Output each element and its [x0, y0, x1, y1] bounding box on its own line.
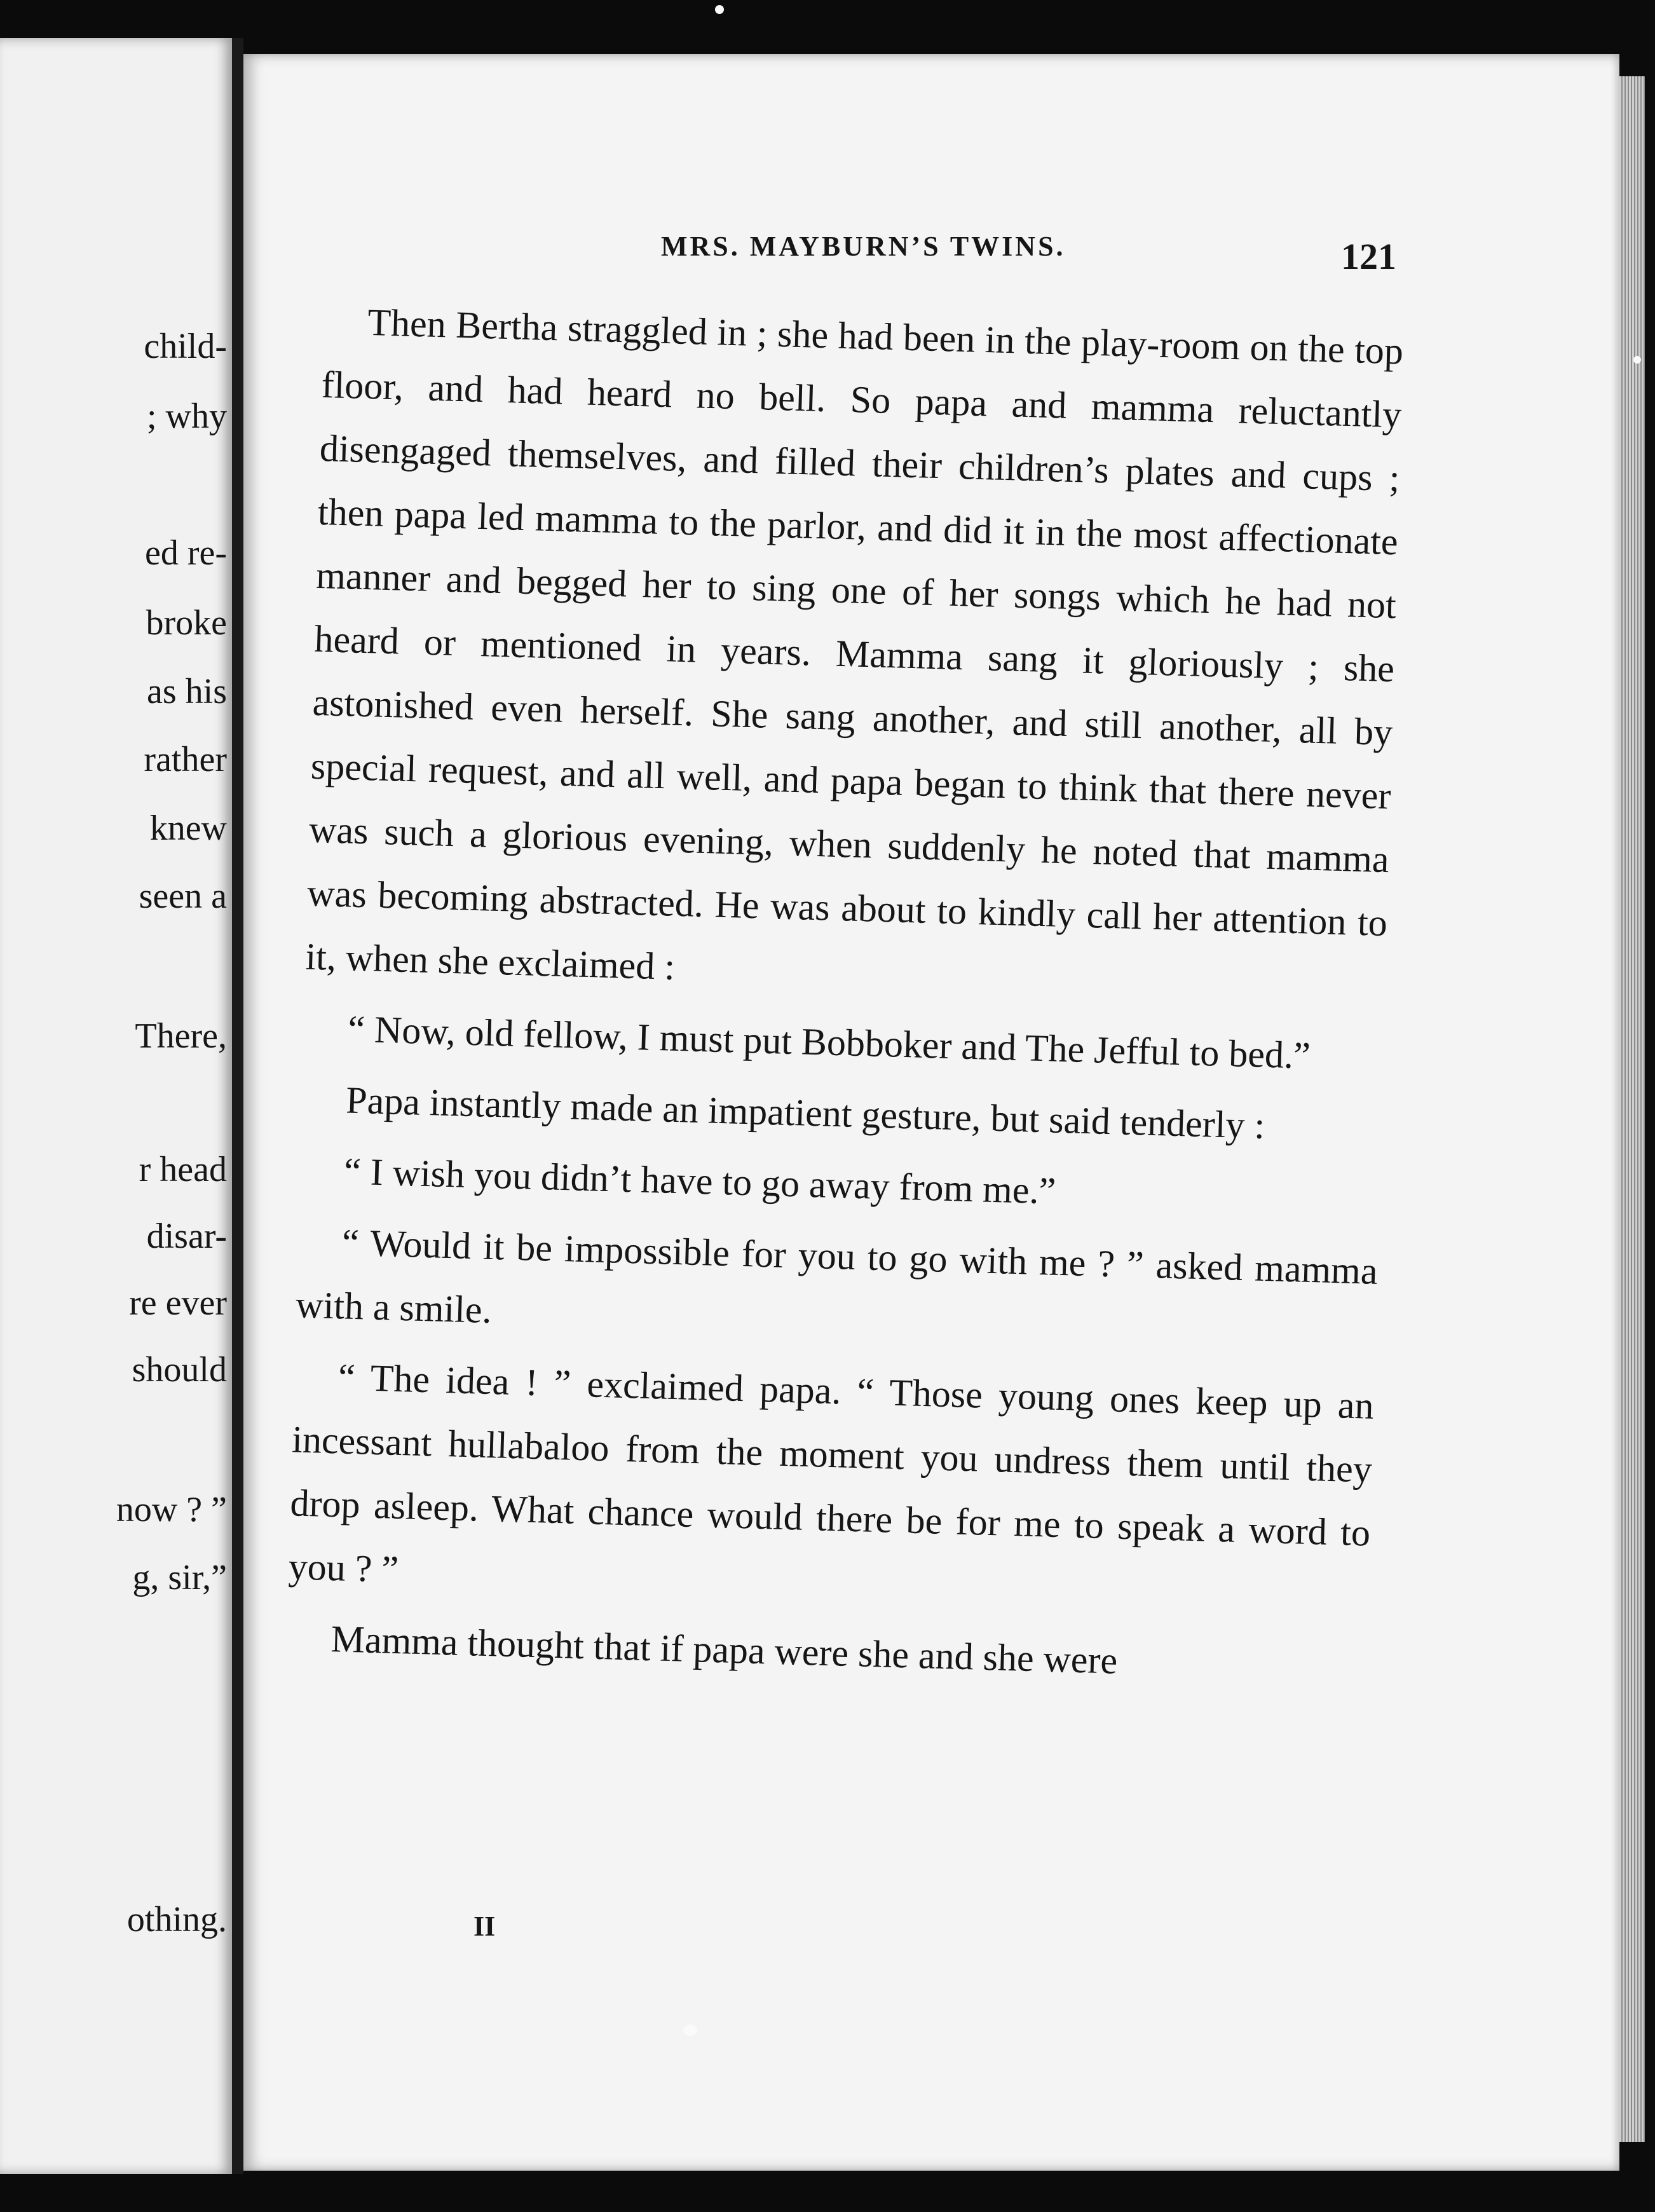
left-page-line: disar- — [146, 1217, 227, 1256]
paragraph: Papa instantly made an impatient gesture, but said tenderly : — [345, 1079, 1266, 1147]
left-page-line: ed re- — [144, 533, 227, 573]
left-page-line: child- — [144, 327, 227, 366]
left-page-line: g, sir,” — [132, 1558, 227, 1597]
paragraph: “ Would it be impossible for you to go with me ? ” asked mamma with a smile. — [295, 1221, 1379, 1331]
body-text — [285, 289, 1404, 1707]
running-head: MRS. MAYBURN’S TWINS. — [661, 231, 1066, 262]
dust-speck — [715, 5, 724, 14]
left-page-line: should — [132, 1350, 227, 1389]
page-number: 121 — [1341, 236, 1396, 277]
left-page-line: rather — [144, 740, 227, 779]
left-page-line: as his — [147, 672, 227, 711]
left-page-line: knew — [149, 809, 227, 848]
paragraph: “ The idea ! ” exclaimed papa. “ Those young ones keep up an incessant hullabaloo from the moment you undress them until they drop asleep. What chance would there be for me to speak a word to you ? ” — [287, 1356, 1375, 1591]
left-page-line: broke — [146, 603, 227, 643]
paragraph: Then Bertha straggled in ; she had been in the play-room on the top floor, and had heard no bell. So papa and mamma reluctantly disengaged themselves, and filled their children’s plates and cups ; then papa led mamma to the parlor, and did it in the most affectionate manner and begged her to sing one of her songs which he had not heard or mentioned in years. Mamma sang it gloriously ; she astonished even herself. She sang another, and still another, all by special request, and all well, and papa began to think that there never was such a glorious evening, when suddenly he noted that mamma was becoming abstracted. He was about to kindly call her attention to it, when she exclaimed : — [304, 301, 1404, 988]
left-page-line: now ? ” — [116, 1490, 227, 1529]
signature-mark: II — [473, 1911, 496, 1942]
book-gutter — [232, 38, 243, 2174]
page-edges — [1619, 76, 1645, 2142]
dust-speck — [683, 2024, 697, 2036]
left-page-line: othing. — [126, 1900, 227, 1939]
left-page-line: There, — [135, 1016, 227, 1056]
left-page-line: r head — [139, 1150, 227, 1189]
dust-speck — [1633, 356, 1641, 364]
left-page-line: seen a — [139, 877, 227, 916]
left-page-line: ; why — [147, 397, 227, 436]
paragraph: Mamma thought that if papa were she and she were — [330, 1618, 1119, 1682]
left-page-line: re ever — [129, 1283, 227, 1323]
paragraph: “ Now, old fellow, I must put Bobboker and The Jefful to bed.” — [347, 1007, 1311, 1077]
left-page — [0, 38, 232, 2174]
paragraph: “ I wish you didn’t have to go away from me.” — [343, 1150, 1057, 1212]
